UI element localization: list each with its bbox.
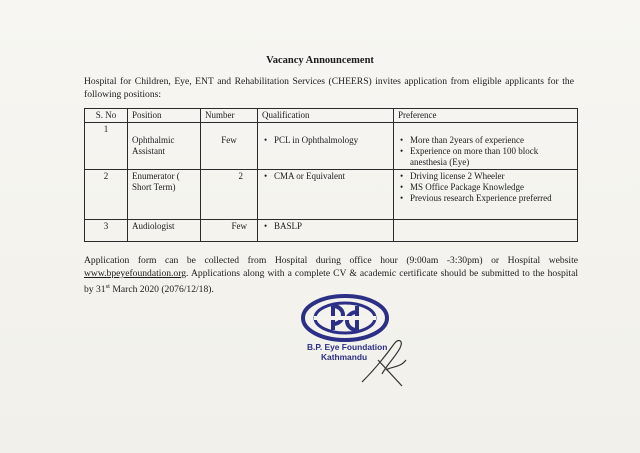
header-qualification: Qualification <box>258 109 394 123</box>
list-item: • Previous research Experience preferred <box>410 193 573 204</box>
list-item: • Experience on more than 100 block anesthesia (Eye) <box>410 146 573 168</box>
row-number: 2 <box>201 170 258 220</box>
table-header-row <box>85 109 578 123</box>
position-text: Ophthalmic Assistant <box>132 135 175 156</box>
qualification-list <box>262 221 389 232</box>
list-item: • CMA or Equivalent <box>274 171 389 182</box>
preference-list <box>398 171 573 204</box>
list-item: • More than 2years of experience <box>410 135 573 146</box>
row-number <box>201 123 258 170</box>
header-sno: S. No <box>85 109 128 123</box>
website-link[interactable]: www.bpeyefoundation.org <box>84 268 187 279</box>
table-row <box>85 220 578 242</box>
row-sno: 3 <box>85 220 128 242</box>
header-position: Position <box>128 109 201 123</box>
row-qualification <box>258 170 394 220</box>
list-item: • PCL in Ophthalmology <box>274 135 389 146</box>
row-preference <box>394 170 578 220</box>
list-item: • BASLP <box>274 221 389 232</box>
intro-paragraph: Hospital for Children, Eye, ENT and Rehabilitation Services (CHEERS) invites application from eligible applicants for the following positions: <box>84 76 574 100</box>
vacancy-table <box>84 108 578 242</box>
document-title: Vacancy Announcement <box>266 55 374 66</box>
row-number: Few <box>201 220 258 242</box>
preference-list <box>398 135 573 168</box>
instructions-text-2: . Applications along with a complete CV & academic certificate should be submitted to the hospital by 31 <box>84 268 578 296</box>
list-item: • Driving license 2 Wheeler <box>410 171 573 182</box>
org-name: B.P. Eye Foundation <box>307 342 388 352</box>
row-qualification <box>258 220 394 242</box>
header-number: Number <box>201 109 258 123</box>
row-sno: 1 <box>85 123 128 170</box>
instructions-text-3: March 2020 (2076/12/18). <box>109 284 214 296</box>
date-superscript: st <box>105 283 110 290</box>
qualification-list <box>262 135 389 146</box>
qualification-list <box>262 171 389 182</box>
list-item: • MS Office Package Knowledge <box>410 182 573 193</box>
instructions-text-1: Application form can be collected from Hospital during office hour (9:00am -3:30pm) or Hospital website <box>84 255 578 266</box>
table-row <box>85 123 578 170</box>
header-preference: Preference <box>394 109 578 123</box>
application-instructions <box>84 254 578 296</box>
row-sno: 2 <box>85 170 128 220</box>
row-preference <box>394 220 578 242</box>
org-city: Kathmandu <box>321 352 368 362</box>
row-position: Audiologist <box>128 220 201 242</box>
number-text: Few <box>221 135 237 145</box>
table-row <box>85 170 578 220</box>
row-position: Enumerator ( Short Term) <box>128 170 201 220</box>
row-preference <box>394 123 578 170</box>
row-position <box>128 123 201 170</box>
row-qualification <box>258 123 394 170</box>
handwritten-signature <box>356 330 416 390</box>
